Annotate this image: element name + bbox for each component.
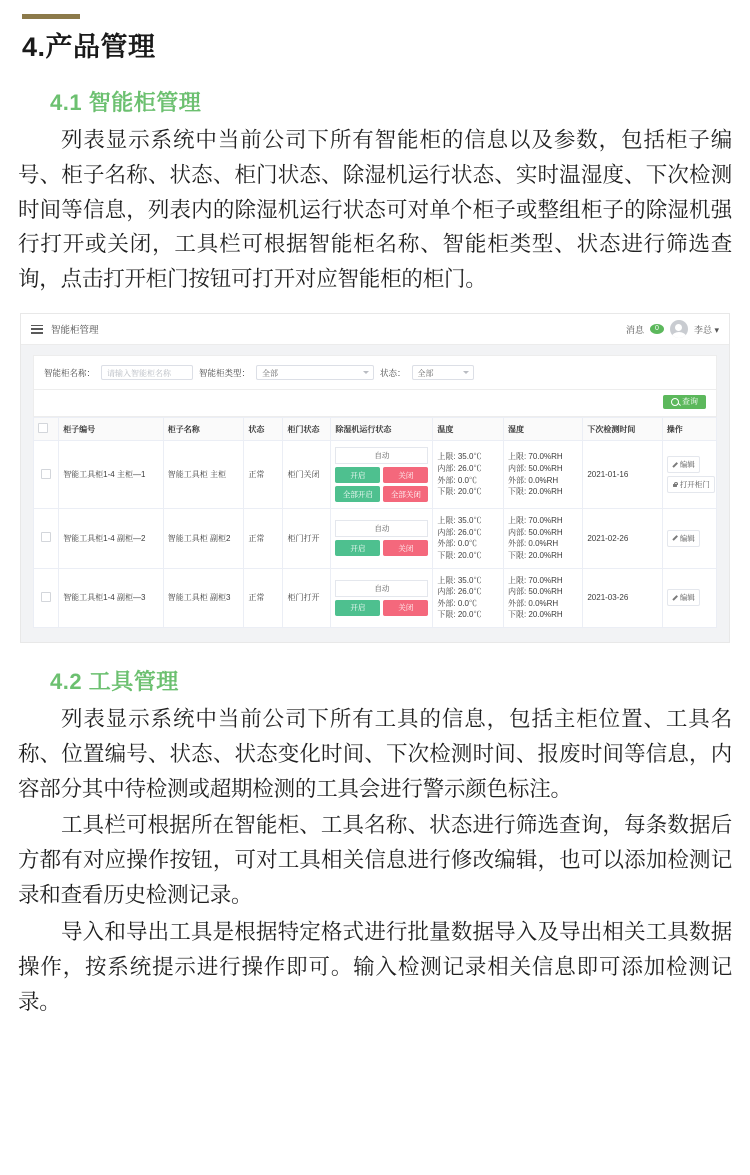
cabinet-type-value: 全部 [262,369,279,379]
temp-lower: 下限: 20.0℃ [437,610,482,620]
dehumidifier-on-button[interactable]: 开启 [335,467,380,483]
search-button[interactable] [663,395,706,409]
status-select[interactable] [412,365,474,380]
dehumidifier-off-button[interactable]: 关闭 [383,600,428,616]
dehumidifier-on-button[interactable]: 开启 [335,540,380,556]
table-row [34,568,717,627]
cell-temperature [433,441,504,509]
cell-next-check: 2021-01-16 [583,441,662,509]
humi-inner: 内部: 50.0%RH [507,464,563,474]
dehumidifier-auto-label: 自动 [335,447,428,464]
dehumidifier-auto-label: 自动 [335,520,428,537]
subsection-4-2-paragraph-2: 工具栏可根据所在智能柜、工具名称、状态进行筛选查询，每条数据后方都有对应操作按钮，可对工具相关信息进行修改编辑，也可以添加检测记录和查看历史检测记录。 [18,813,732,908]
pencil-icon [672,462,678,468]
dehumidifier-group-on-button[interactable]: 全部开启 [335,486,380,502]
header-name: 柜子名称 [163,418,244,441]
cabinet-type-select[interactable] [256,365,374,380]
temp-inner: 内部: 26.0℃ [437,464,482,474]
cell-operations [662,509,716,568]
cell-name: 智能工具柜 主柜 [163,441,244,509]
humi-outer: 外部: 0.0%RH [507,539,559,549]
dehumidifier-off-button[interactable]: 关闭 [383,540,428,556]
row-checkbox[interactable] [41,592,51,602]
header-code: 柜子编号 [59,418,164,441]
cell-dehumidifier [331,568,433,627]
cell-name: 智能工具柜 副柜3 [163,568,244,627]
header-temperature: 温度 [433,418,504,441]
cell-status: 正常 [244,509,283,568]
temp-outer: 外部: 0.0℃ [437,475,477,485]
dehumidifier-group-off-button[interactable]: 全部关闭 [383,486,428,502]
edit-button[interactable] [667,456,700,473]
humi-inner: 内部: 50.0%RH [507,587,563,597]
edit-button-label: 编辑 [679,460,695,470]
cell-door: 柜门关闭 [283,441,331,509]
edit-button-label: 编辑 [679,533,695,543]
avatar[interactable] [670,320,688,338]
temp-upper: 上限: 35.0℃ [437,516,482,526]
app-topbar [21,314,729,345]
row-select-cell [34,441,59,509]
temp-outer: 外部: 0.0℃ [437,539,477,549]
cell-humidity [503,441,582,509]
chevron-down-icon [463,371,469,374]
search-row [33,390,717,417]
cabinet-type-label: 智能柜类型： [199,367,251,378]
status-value: 全部 [417,369,434,379]
dehumidifier-auto-label: 自动 [335,580,428,597]
table-row [34,509,717,568]
temp-outer: 外部: 0.0℃ [437,598,477,608]
title-rule [22,14,80,19]
status-label: 状态： [380,367,406,378]
row-checkbox[interactable] [41,532,51,542]
cell-door: 柜门打开 [283,568,331,627]
subsection-4-2-paragraph-3: 导入和导出工具是根据特定格式进行批量数据导入及导出相关工具数据操作，按系统提示进行操作即可。输入检测记录相关信息即可添加检测记录。 [18,919,732,1014]
row-checkbox[interactable] [41,469,51,479]
pencil-icon [672,595,678,601]
temp-inner: 内部: 26.0℃ [437,587,482,597]
humi-outer: 外部: 0.0%RH [507,475,559,485]
dehumidifier-off-button[interactable]: 关闭 [383,467,428,483]
cell-status: 正常 [244,441,283,509]
table-header-row [34,418,717,441]
humi-lower: 下限: 20.0%RH [507,487,563,497]
header-status: 状态 [244,418,283,441]
cell-dehumidifier [331,509,433,568]
dehumidifier-single-buttons [335,600,428,616]
select-all-header [34,418,59,441]
subsection-title-4-1: 4.1 智能柜管理 [50,90,202,115]
search-button-label: 查询 [682,397,698,407]
table-row [34,441,717,509]
cell-code: 智能工具柜1-4 副柜—3 [59,568,164,627]
dehumidifier-single-buttons [335,467,428,483]
search-icon [671,398,679,406]
subsection-title-4-2: 4.2 工具管理 [50,668,179,694]
cell-door: 柜门打开 [283,509,331,568]
temp-lower: 下限: 20.0℃ [437,550,482,560]
dehumidifier-single-buttons [335,540,428,556]
open-door-button-label: 打开柜门 [679,480,710,490]
edit-button[interactable] [667,530,700,547]
app-title: 智能柜管理 [51,325,99,337]
chevron-down-icon [363,371,369,374]
topbar-right-group [626,320,719,338]
app-screenshot [20,313,730,643]
row-select-cell [34,509,59,568]
cell-operations [662,568,716,627]
cell-temperature [433,509,504,568]
hamburger-icon[interactable] [31,325,43,334]
temp-upper: 上限: 35.0℃ [437,575,482,585]
app-body [21,345,729,642]
humi-outer: 外部: 0.0%RH [507,598,559,608]
message-label[interactable]: 消息 [625,324,644,335]
cabinet-name-input[interactable]: 请输入智能柜名称 [101,365,193,380]
header-operations: 操作 [662,418,716,441]
edit-button-label: 编辑 [679,593,695,603]
cell-dehumidifier [331,441,433,509]
humi-upper: 上限: 70.0%RH [507,516,563,526]
cell-next-check: 2021-03-26 [583,568,662,627]
cell-operations [662,441,716,509]
page-title: 4.产品管理 [22,32,156,62]
cell-humidity [503,568,582,627]
pencil-icon [672,535,678,541]
header-dehumidifier: 除湿机运行状态 [331,418,433,441]
cell-humidity [503,509,582,568]
message-count-badge: 0 [650,324,664,334]
document-page [0,14,750,1175]
cell-code: 智能工具柜1-4 主柜—1 [59,441,164,509]
temp-inner: 内部: 26.0℃ [437,527,482,537]
temp-upper: 上限: 35.0℃ [437,452,482,462]
header-door: 柜门状态 [283,418,331,441]
humi-inner: 内部: 50.0%RH [507,527,563,537]
humi-lower: 下限: 20.0%RH [507,550,563,560]
user-menu[interactable]: 李总 ▾ [693,324,719,335]
header-next-check: 下次检测时间 [583,418,662,441]
subsection-4-1-paragraph: 列表显示系统中当前公司下所有智能柜的信息以及参数，包括柜子编号、柜子名称、状态、柜门状态、除湿机运行状态、实时温湿度、下次检测时间等信息，列表内的除湿机运行状态可对单个柜子或整组柜子的除湿机强行打开或关闭，工具栏可根据智能柜名称、智能柜类型、状态进行筛选查询，点击打开柜门按钮可打开对应智能柜的柜门。 [18,128,732,292]
humi-lower: 下限: 20.0%RH [507,610,563,620]
cell-temperature [433,568,504,627]
humi-upper: 上限: 70.0%RH [507,452,563,462]
row-select-cell [34,568,59,627]
select-all-checkbox[interactable] [38,423,48,433]
temp-lower: 下限: 20.0℃ [437,487,482,497]
subsection-4-2-paragraph-1: 列表显示系统中当前公司下所有工具的信息，包括主柜位置、工具名称、位置编号、状态、状态变化时间、下次检测时间、报废时间等信息，内容部分其中待检测或超期检测的工具会进行警示颜色标注。 [18,706,732,801]
cell-status: 正常 [244,568,283,627]
lock-icon [672,482,678,488]
humi-upper: 上限: 70.0%RH [507,575,563,585]
filter-bar [33,355,717,390]
cell-name: 智能工具柜 副柜2 [163,509,244,568]
cell-code: 智能工具柜1-4 副柜—2 [59,509,164,568]
edit-button[interactable] [667,589,700,606]
header-humidity: 湿度 [503,418,582,441]
cell-next-check: 2021-02-26 [583,509,662,568]
dehumidifier-on-button[interactable]: 开启 [335,600,380,616]
open-door-button[interactable] [667,476,715,493]
cabinet-name-label: 智能柜名称： [44,367,96,378]
cabinet-table [33,417,717,628]
dehumidifier-group-buttons [335,486,428,502]
